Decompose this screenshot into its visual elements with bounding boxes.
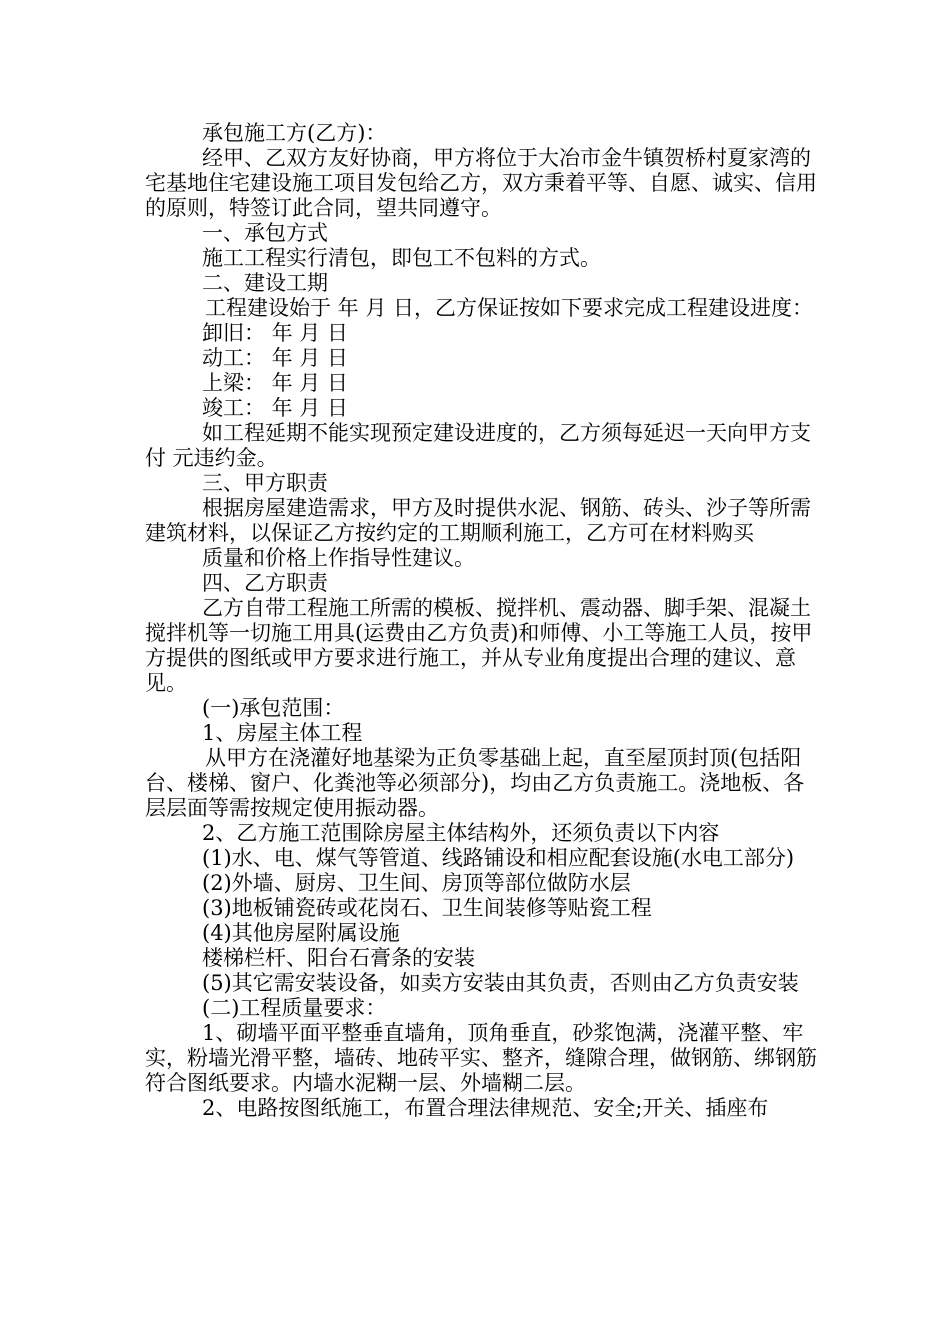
party-b-heading: 承包施工方(乙方)： [202, 121, 387, 145]
scope-subitem-4-detail: 楼梯栏杆、阳台石膏条的安装 [202, 946, 475, 970]
subsection-heading-quality: (二)工程质量要求： [202, 996, 387, 1020]
scope-subitem-1: (1)水、电、煤气等管道、线路铺设和相应配套设施(水电工部分) [202, 846, 795, 870]
scope-subitem-3: (3)地板铺瓷砖或花岗石、卫生间装修等贴瓷工程 [202, 896, 652, 920]
quality-item-2: 2、电路按图纸施工，布置合理法律规范、安全;开关、插座布 [202, 1096, 769, 1120]
party-b-duties-paragraph: 乙方自带工程施工所需的模板、搅拌机、震动器、脚手架、混凝土搅拌机等一切施工用具(运费由乙方负责)和师傅、小工等施工人员，按甲方提供的图纸或甲方要求进行施工，并从专业角度提出合理的建议、意见。 [145, 596, 813, 695]
schedule-item-beam: 上梁： 年 月 日 [202, 371, 349, 395]
scope-item-main-structure: 1、房屋主体工程 [202, 721, 363, 745]
preamble-paragraph: 经甲、乙双方友好协商，甲方将位于大冶市金牛镇贺桥村夏家湾的宅基地住宅建设施工项目发包给乙方，双方秉着平等、自愿、诚实、信用的原则，特签订此合同，望共同遵守。 [145, 146, 817, 220]
delay-penalty-paragraph: 如工程延期不能实现预定建设进度的，乙方须每延迟一天向甲方支付 元违约金。 [145, 421, 811, 470]
schedule-item-completion: 竣工： 年 月 日 [202, 396, 349, 420]
scope-subitem-4: (4)其他房屋附属设施 [202, 921, 400, 945]
document-body [145, 121, 825, 1121]
section-heading-party-b-duties: 四、乙方职责 [202, 571, 328, 595]
quality-item-1: 1、砌墙平面平整垂直墙角，顶角垂直，砂浆饱满，浇灌平整、牢实，粉墙光滑平整，墙砖、地砖平实、整齐，缝隙合理，做钢筋、绑钢筋符合图纸要求。内墙水泥糊一层、外墙糊二层。 [145, 1021, 817, 1095]
subsection-heading-scope: (一)承包范围： [202, 696, 345, 720]
schedule-item-start: 动工： 年 月 日 [202, 346, 349, 370]
section-heading-schedule: 二、建设工期 [202, 271, 328, 295]
scope-item-additional: 2、乙方施工范围除房屋主体结构外，还须负责以下内容 [202, 821, 720, 845]
main-structure-paragraph: 从甲方在浇灌好地基梁为正负零基础上起，直至屋顶封顶(包括阳台、楼梯、窗户、化粪池等必须部分)，均由乙方负责施工。浇地板、各层层面等需按规定使用振动器。 [145, 746, 805, 820]
scope-subitem-5: (5)其它需安装设备，如卖方安装由其负责，否则由乙方负责安装 [202, 971, 799, 995]
party-a-duties-continuation: 质量和价格上作指导性建议。 [202, 546, 475, 570]
schedule-paragraph: 工程建设始于 年 月 日，乙方保证按如下要求完成工程建设进度： [205, 296, 814, 320]
scope-subitem-2: (2)外墙、厨房、卫生间、房顶等部位做防水层 [202, 871, 631, 895]
party-a-duties-paragraph: 根据房屋建造需求，甲方及时提供水泥、钢筋、砖头、沙子等所需建筑材料，以保证乙方按约定的工期顺利施工，乙方可在材料购买 [145, 496, 811, 545]
section-heading-contract-method: 一、承包方式 [202, 221, 328, 245]
contract-method-paragraph: 施工工程实行清包，即包工不包料的方式。 [202, 246, 601, 270]
schedule-item-demolition: 卸旧： 年 月 日 [202, 321, 349, 345]
section-heading-party-a-duties: 三、甲方职责 [202, 471, 328, 495]
